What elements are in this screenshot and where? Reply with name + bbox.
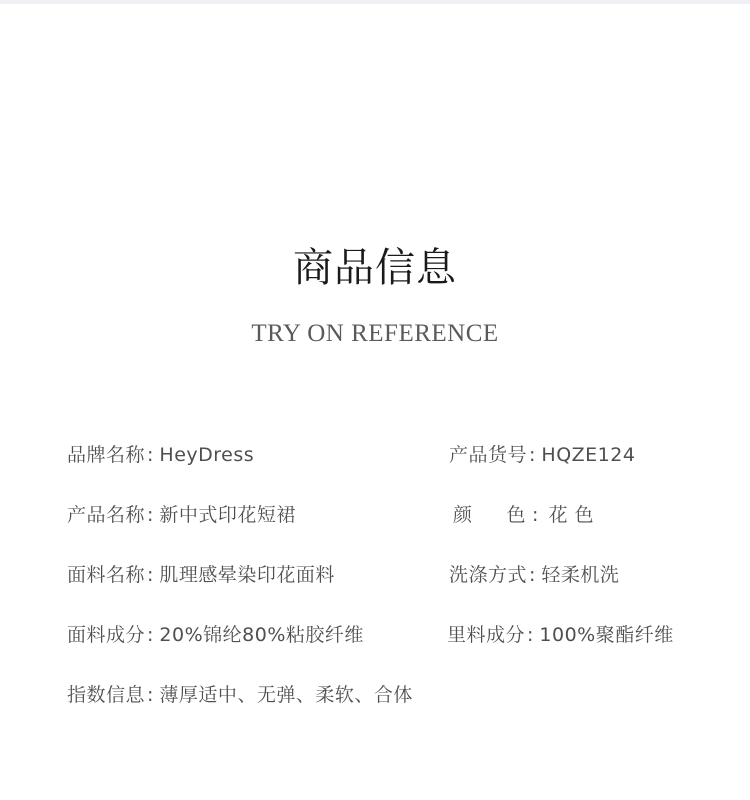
lining-composition-label: 里料成分 <box>447 624 526 646</box>
product-name-value: 新中式印花短裙 <box>159 504 296 526</box>
page-subtitle: TRY ON REFERENCE <box>251 320 499 347</box>
fabric-composition-separator: : <box>147 624 154 646</box>
fabric-composition-value: 20%锦纶80%粘胶纤维 <box>159 624 364 646</box>
brand-label: 品牌名称 <box>67 444 146 466</box>
brand-value: HeyDress <box>159 444 255 466</box>
fabric-name-field <box>67 561 335 589</box>
index-info-label: 指数信息 <box>67 684 146 706</box>
index-info-field <box>67 681 413 709</box>
item-number-field <box>449 441 635 469</box>
fabric-composition-field <box>67 621 364 649</box>
washing-value: 轻柔机洗 <box>541 564 620 586</box>
color-separator: : <box>532 504 539 526</box>
product-name-label: 产品名称 <box>67 504 146 526</box>
item-number-label: 产品货号 <box>449 444 528 466</box>
washing-separator: : <box>529 564 536 586</box>
index-info-value: 薄厚适中、无弹、柔软、合体 <box>159 684 413 706</box>
lining-composition-value: 100%聚酯纤维 <box>539 624 674 646</box>
color-label-first: 颜 <box>453 504 473 526</box>
top-divider-strip <box>0 0 750 4</box>
fabric-name-value: 肌理感晕染印花面料 <box>159 564 335 586</box>
brand-field <box>67 441 254 469</box>
fabric-name-separator: : <box>147 564 154 586</box>
fabric-name-label: 面料名称 <box>67 564 146 586</box>
lining-composition-field <box>447 621 674 649</box>
color-field <box>453 501 594 529</box>
page-title: 商品信息 <box>293 245 457 291</box>
color-value: 花 色 <box>548 504 594 526</box>
item-number-value: HQZE124 <box>541 444 636 466</box>
product-name-field <box>67 501 296 529</box>
item-number-separator: : <box>529 444 536 466</box>
washing-field <box>449 561 619 589</box>
lining-composition-separator: : <box>527 624 534 646</box>
fabric-composition-label: 面料成分 <box>67 624 146 646</box>
product-name-separator: : <box>147 504 154 526</box>
brand-separator: : <box>147 444 154 466</box>
washing-label: 洗涤方式 <box>449 564 528 586</box>
color-label-second: 色 <box>506 504 527 526</box>
index-info-separator: : <box>147 684 154 706</box>
